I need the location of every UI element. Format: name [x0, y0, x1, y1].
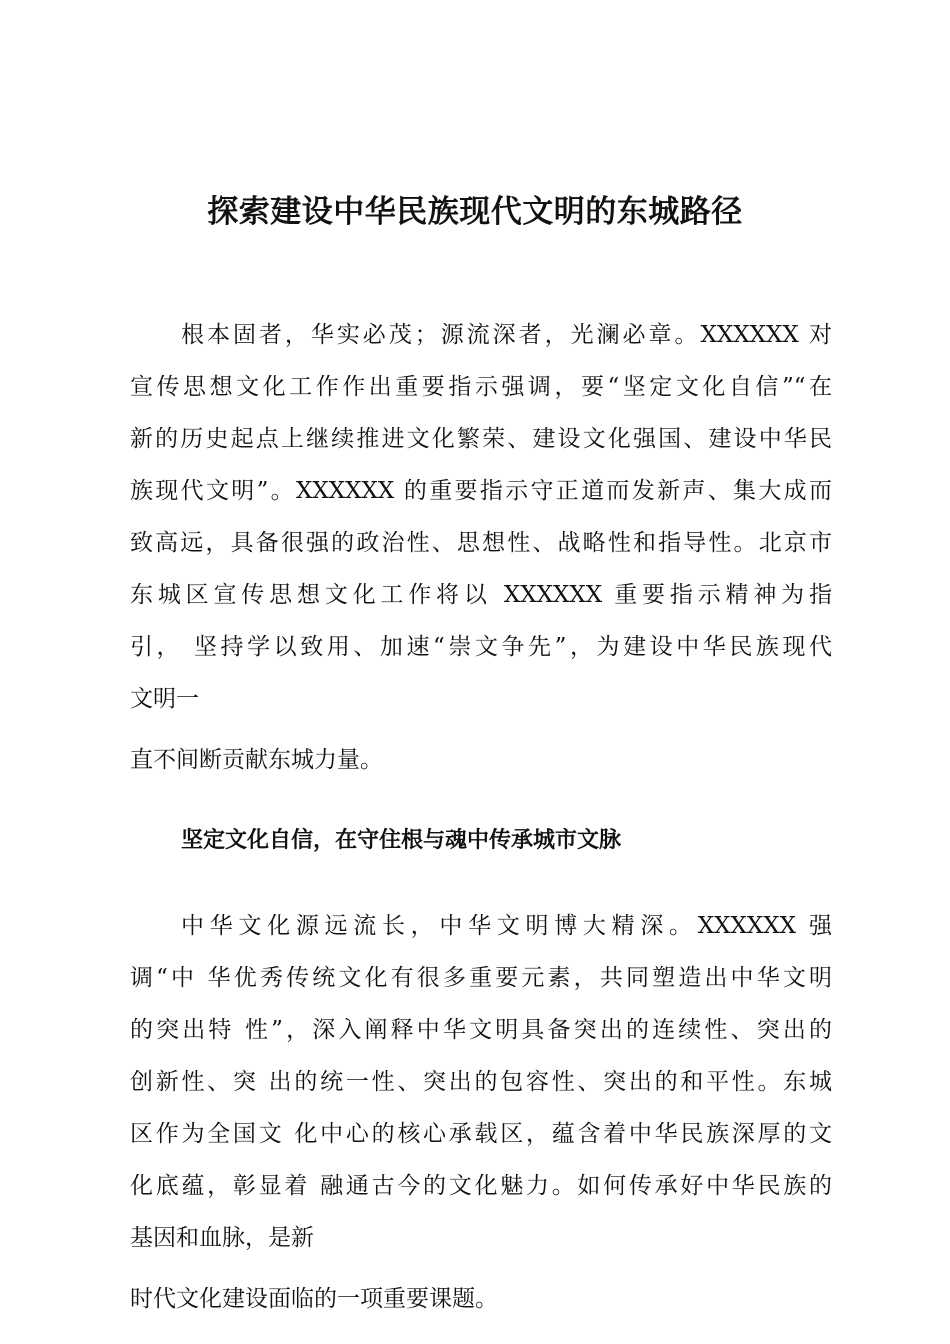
paragraph-line: 新的历史起点上继续推进文化繁荣、建设文化强国、建设中华民	[130, 426, 832, 452]
paragraph-line: 的突出特 性”，深入阐释中华文明具备突出的连续性、突出的	[130, 1017, 832, 1043]
paragraph-line: 基因和血脉，是新	[130, 1225, 314, 1251]
paragraph-line: 直不间断贡献东城力量。	[130, 747, 383, 773]
document-title: 探索建设中华民族现代文明的东城路径	[207, 194, 743, 230]
paragraph-line: 族现代文明”。XXXXXX 的重要指示守正道而发新声、集大成而	[130, 478, 832, 504]
paragraph-line: 致高远，具备很强的政治性、思想性、战略性和指导性。北京市	[130, 530, 832, 556]
paragraph-line: 引， 坚持学以致用、加速“崇文争先”，为建设中华民族现代	[130, 634, 832, 660]
paragraph-line: 文明一	[130, 686, 199, 712]
paragraph-line: 中华文化源远流长，中华文明博大精深。XXXXXX 强	[181, 913, 832, 939]
paragraph-line: 东城区宣传思想文化工作将以 XXXXXX 重要指示精神为指	[130, 582, 832, 608]
paragraph-line: 化底蕴，彰显着 融通古今的文化魅力。如何传承好中华民族的	[130, 1173, 832, 1199]
paragraph-line: 时代文化建设面临的一项重要课题。	[130, 1286, 498, 1312]
paragraph-line: 创新性、突 出的统一性、突出的包容性、突出的和平性。东城	[130, 1069, 832, 1095]
paragraph-line: 调“中 华优秀传统文化有很多重要元素，共同塑造出中华文明	[130, 965, 832, 991]
paragraph-line: 宣传思想文化工作作出重要指示强调，要“坚定文化自信”“在	[130, 374, 832, 400]
section-heading: 坚定文化自信，在守住根与魂中传承城市文脉	[181, 828, 622, 853]
paragraph-line: 区作为全国文 化中心的核心承载区，蕴含着中华民族深厚的文	[130, 1121, 832, 1147]
paragraph-line: 根本固者，华实必茂；源流深者，光澜必章。XXXXXX 对	[181, 322, 832, 348]
